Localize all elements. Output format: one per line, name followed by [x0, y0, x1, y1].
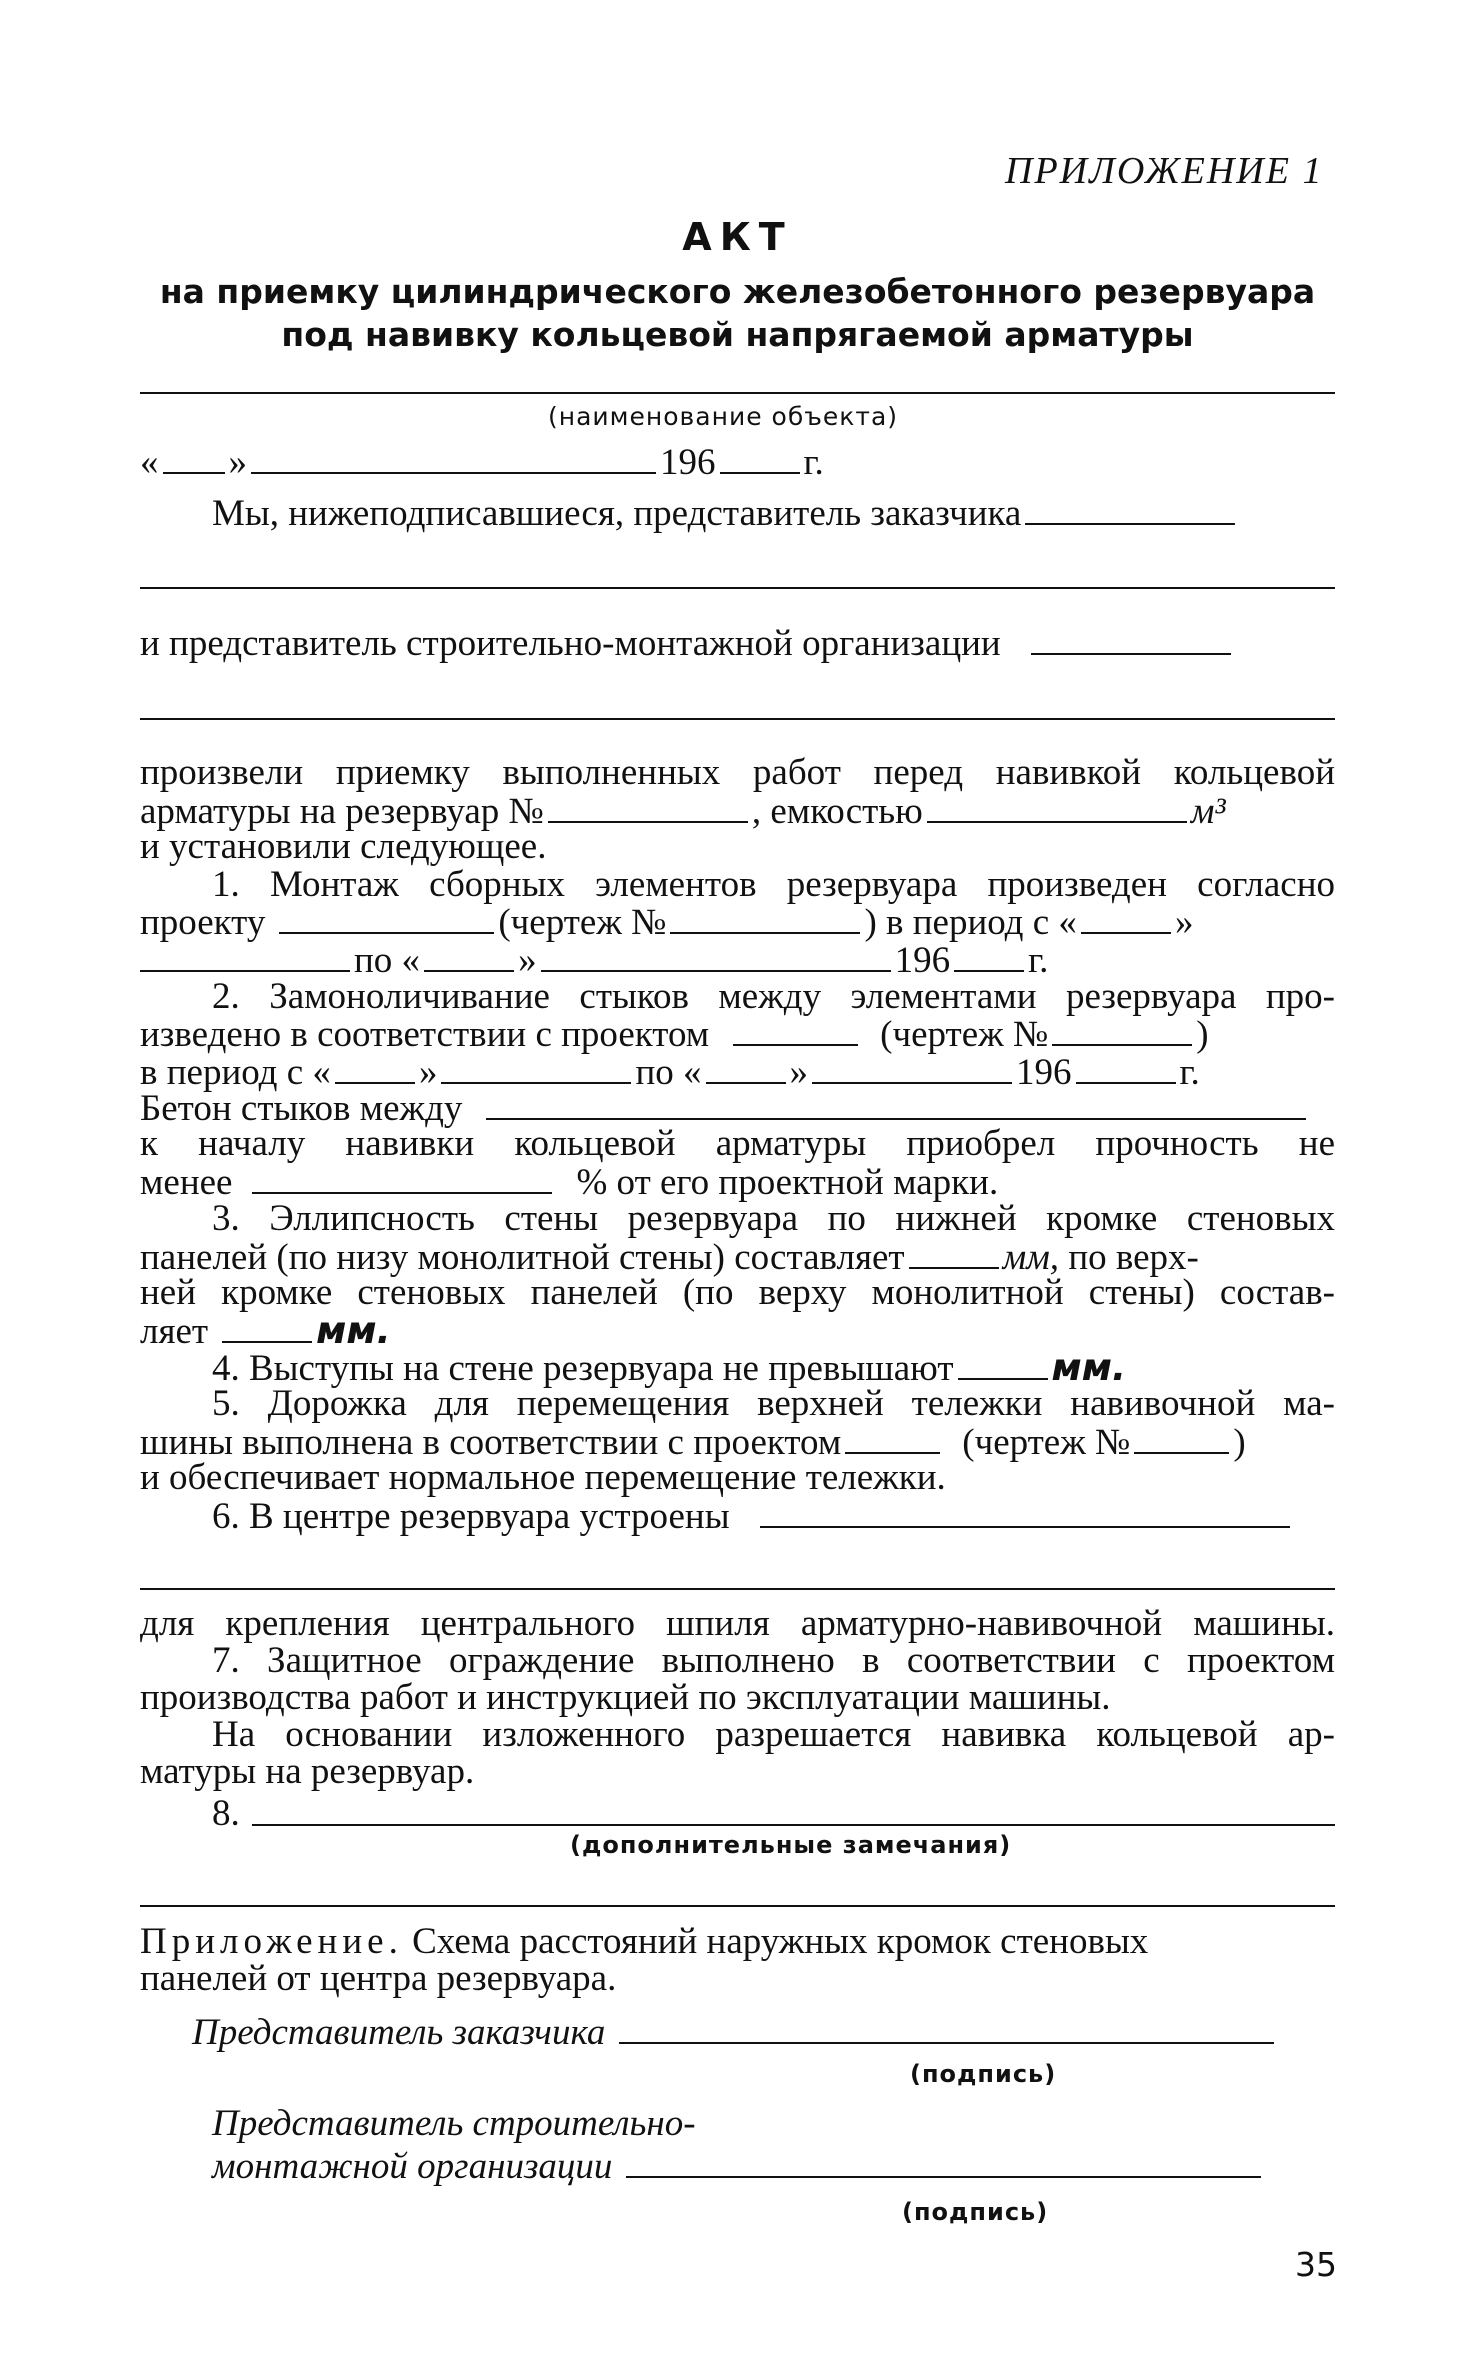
year-field[interactable]	[720, 442, 800, 474]
p2-start-month-field[interactable]	[441, 1052, 631, 1084]
p8-number: 8.	[212, 1793, 240, 1834]
p6-line: 6. В центре резервуара устроены	[212, 1496, 1294, 1535]
p2-line-2: изведено в соответствии с проектом (чертеж № )	[140, 1014, 1209, 1055]
p3-line-4: ляет мм.	[140, 1309, 391, 1352]
p8-remarks-line[interactable]	[252, 1824, 1335, 1826]
p2-end-month-field[interactable]	[812, 1052, 1012, 1084]
strength-field[interactable]	[252, 1162, 552, 1194]
ellipse-top-field[interactable]	[222, 1311, 312, 1343]
basis-line-2: матуры на резервуар.	[140, 1751, 475, 1792]
period-end-day-field[interactable]	[424, 940, 514, 972]
contractor-rep-field[interactable]	[1031, 623, 1231, 655]
contractor-rep-line[interactable]	[140, 718, 1335, 720]
p0-line-2: арматуры на резервуар № , емкостью м³	[140, 791, 1226, 832]
p5-project-field[interactable]	[845, 1422, 940, 1454]
remarks-line-2[interactable]	[140, 1905, 1335, 1907]
object-name-line[interactable]	[140, 392, 1335, 394]
customer-signature-field[interactable]	[619, 2012, 1274, 2044]
sig2-label-1: Представитель строительно-	[212, 2103, 696, 2144]
p5-line-3: и обеспечивает нормальное перемещение тележки.	[140, 1457, 946, 1498]
annex-line-1: Приложение. Схема расстояний наружных кромок стеновых	[140, 1921, 1149, 1962]
p2-line-5: к началу навивки кольцевой арматуры приобрел прочность не	[140, 1123, 1335, 1164]
p2-start-day-field[interactable]	[335, 1052, 415, 1084]
p1-line-3: по « » 196 г.	[140, 940, 1048, 979]
sig1-caption: (подпись)	[910, 2060, 1057, 2088]
p2-line-6: менее % от его проектной марки.	[140, 1162, 999, 1203]
month-field[interactable]	[251, 442, 656, 474]
sig2-line: монтажной организации	[212, 2146, 1265, 2185]
p3-line-2: панелей (по низу монолитной стены) составляет мм, по верх-	[140, 1237, 1199, 1278]
p5-line-2: шины выполнена в соответствии с проектом (чертеж № )	[140, 1422, 1246, 1463]
doc-subtitle-1: на приемку цилиндрического железобетонного резервуара	[159, 272, 1316, 311]
period-end-month-field[interactable]	[541, 940, 891, 972]
period-start-month-field[interactable]	[140, 940, 350, 972]
center-devices-field[interactable]	[760, 1496, 1290, 1528]
p0-line-3: и установили следующее.	[140, 826, 547, 867]
protrusion-field[interactable]	[958, 1348, 1048, 1380]
center-devices-line[interactable]	[140, 1588, 1335, 1590]
p3-line-1: 3. Эллипсность стены резервуара по нижней кромке стеновых	[212, 1198, 1335, 1239]
p2-project-field[interactable]	[733, 1014, 858, 1046]
customer-rep-field[interactable]	[1025, 493, 1235, 525]
p5-line-1: 5. Дорожка для перемещения верхней тележки навивочной ма-	[212, 1383, 1335, 1424]
we-line: Мы, нижеподписавшиеся, представитель заказчика	[212, 493, 1239, 532]
p0-line-1: произвели приемку выполненных работ перед навивкой кольцевой	[140, 752, 1335, 793]
p2-drawing-field[interactable]	[1052, 1014, 1192, 1046]
sig2-caption: (подпись)	[902, 2198, 1049, 2226]
p7-line-1: 7. Защитное ограждение выполнено в соответствии с проектом	[212, 1640, 1335, 1681]
p7-line-2: производства работ и инструкцией по эксплуатации машины.	[140, 1677, 1111, 1718]
object-caption: (наименование объекта)	[548, 402, 899, 431]
p2-year-field[interactable]	[1076, 1052, 1176, 1084]
p1-line-2: проекту (чертеж № ) в период с « »	[140, 902, 1194, 943]
page-number: 35	[1295, 2245, 1337, 2284]
p4-line: 4. Выступы на стене резервуара не превышают мм.	[212, 1346, 1127, 1389]
joints-between-field[interactable]	[486, 1088, 1306, 1120]
p1-line-1: 1. Монтаж сборных элементов резервуара произведен согласно	[212, 864, 1335, 905]
annex-line-2: панелей от центра резервуара.	[140, 1958, 617, 1999]
doc-subtitle-2: под навивку кольцевой напрягаемой арматуры	[281, 315, 1194, 354]
p2-line-4: Бетон стыков между	[140, 1088, 1310, 1127]
p2-line-1: 2. Замоноличивание стыков между элементами резервуара про-	[212, 976, 1335, 1017]
date-line: « » 196 г.	[140, 442, 824, 483]
tank-number-field[interactable]	[548, 791, 748, 823]
p2-end-day-field[interactable]	[706, 1052, 786, 1084]
drawing-no-field[interactable]	[670, 902, 860, 934]
p1-year-field[interactable]	[954, 940, 1024, 972]
appendix-label: ПРИЛОЖЕНИЕ 1	[1005, 150, 1324, 192]
project-field[interactable]	[279, 902, 494, 934]
p2-line-3: в период с « » по « » 196 г.	[140, 1052, 1200, 1093]
and-line: и представитель строительно-монтажной организации	[140, 623, 1235, 662]
doc-title: АКТ	[682, 215, 793, 259]
day-field[interactable]	[163, 442, 225, 474]
p6-line-2: для крепления центрального шпиля арматурно-навивочной машины.	[140, 1603, 1335, 1644]
contractor-signature-field[interactable]	[626, 2146, 1261, 2178]
p3-line-3: ней кромке стеновых панелей (по верху монолитной стены) состав-	[140, 1272, 1335, 1313]
period-start-day-field[interactable]	[1081, 902, 1171, 934]
p5-drawing-field[interactable]	[1134, 1422, 1229, 1454]
basis-line-1: На основании изложенного разрешается навивка кольцевой ар-	[212, 1714, 1335, 1755]
sig1-line: Представитель заказчика	[192, 2012, 1278, 2051]
customer-rep-line[interactable]	[140, 587, 1335, 589]
p8-caption: (дополнительные замечания)	[570, 1831, 1012, 1859]
capacity-field[interactable]	[927, 791, 1187, 823]
ellipse-bottom-field[interactable]	[909, 1237, 999, 1269]
